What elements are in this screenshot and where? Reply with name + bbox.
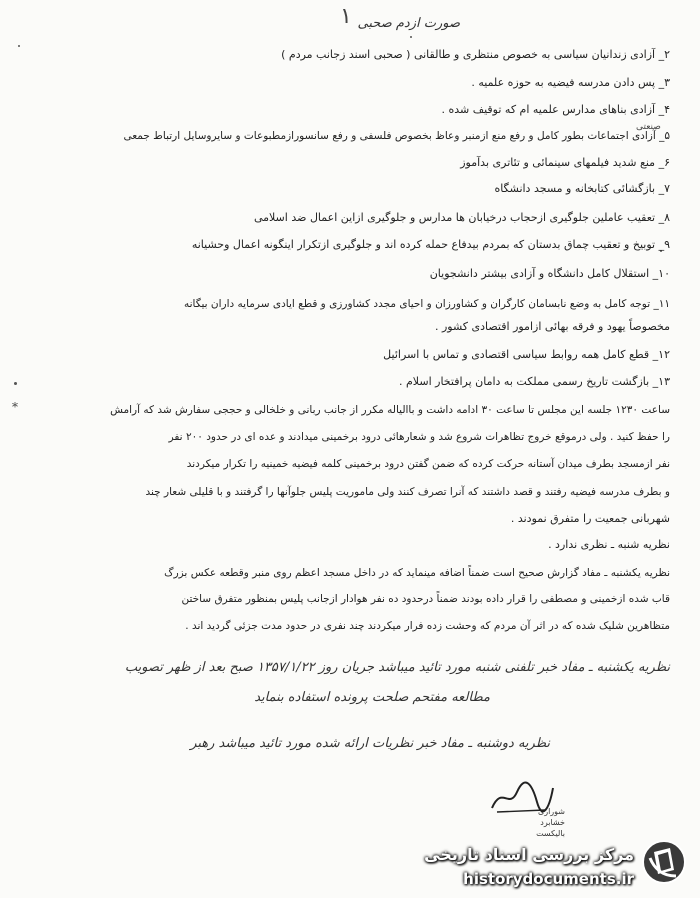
stamp-line: بالیکست — [536, 829, 565, 838]
watermark-url: historydocuments.ir — [463, 870, 634, 888]
stamp-line: شوراری — [537, 807, 565, 816]
scan-speck — [14, 382, 17, 385]
document-line: ۷_ بازگشائی کتابخانه و مسجد دانشگاه — [494, 182, 670, 195]
document-line: ۶_ منع شدید فیلمهای سینمائی و تئاتری بدآموز — [460, 156, 670, 169]
margin-note-top: صنعتی — [636, 122, 661, 132]
document-line: ۴_ آزادی بناهای مدارس علمیه ام که توقیف شده . — [441, 103, 670, 116]
document-line: ۹_ توبیخ و تعقیب چماق بدستان که بمردم بیدفاع حمله کرده اند و جلوگیری ازتکرار اینگونه اعمال وحشیانه — [191, 238, 670, 251]
scan-speck — [410, 36, 412, 38]
history-documents-logo-icon — [640, 838, 688, 886]
document-line: ساعت ۱۲۳۰ جلسه این مجلس تا ساعت ۳۰ ادامه داشت و باالیاله مکرر از جانب ربانی و خلخالی و حججی سفارش شد که آرامش — [110, 404, 670, 416]
document-line: نظریه شنبه ـ نظری ندارد . — [548, 538, 670, 551]
official-stamp — [505, 792, 565, 838]
document-line: و بطرف مدرسه فیضیه رفتند و قصد داشتند که آنرا تصرف کنند ولی ماموریت پلیس جلوآنها را گرفتند و با قلیلی شعار چند — [145, 486, 670, 498]
document-line: مخصوصاً یهود و فرقه بهائی ازامور اقتصادی کشور . — [435, 320, 670, 333]
document-line: نفر ازمسجد بطرف میدان آستانه حرکت کرده که ضمن گفتن درود برخمینی کلمه فیضیه خمینیه را تکرار میکردند — [186, 458, 670, 470]
signature-scribble — [487, 780, 557, 816]
document-line: نظریه یکشنبه ـ مفاد گزارش صحیح است ضمناً اضافه مینماید که در داخل مسجد اعظم روی منبر وقطعه عکس بزرگ — [164, 567, 670, 579]
document-line: متظاهرین شلیک شده که در اثر آن مردم که وحشت زده فرار میکردند چند نفری در حدود مدت جزئی گردید اند . — [185, 620, 670, 632]
document-line: ۱۱_ توجه کامل به وضع نابسامان کارگران و کشاورزان و احیای مجدد کشاورزی و قطع ایادی سرمایه داران بیگانه — [183, 298, 670, 310]
document-line: ۸_ تعقیب عاملین جلوگیری ازحجاب درخیابان ها مدارس و جلوگیری ازاین اعمال ضد اسلامی — [253, 211, 670, 224]
document-line: قاب شده ازخمینی و مصطفی را قرار داده بودند ضمناً درحدود ده نفر هوادار ازجانب پلیس بمنظور متفرق ساختن — [181, 593, 670, 605]
header-mark: ۱ — [340, 4, 352, 29]
document-line: ۲_ آزادی زندانیان سیاسی به خصوص منتظری و طالقانی ( صحبی اسند زجانب مردم ) — [281, 48, 670, 61]
document-line: ۱۰_ استقلال کامل دانشگاه و آزادی بیشتر دانشجویان — [429, 267, 670, 280]
scan-speck — [18, 45, 20, 47]
stamp-line: خشابرد — [540, 818, 565, 827]
document-line: ۵_ آزادی اجتماعات بطور کامل و رفع منع ازمنبر وعاظ بخصوص فلسفی و رفع سانسورازمطبوعات و سایروسایل ارتباط جمعی — [123, 130, 670, 142]
margin-mark: * — [12, 400, 18, 414]
handwritten-note: نظریه یکشنبه ـ مفاد خبر تلفنی شنبه مورد تائید میباشد جریان روز ۱۳۵۷/۱/۲۲ صبح بعد از ظهر تصویب — [124, 660, 670, 675]
watermark-title: مرکز بررسی اسناد تاریخی — [424, 845, 634, 864]
header-handwriting: صورت ازدم صحبی — [357, 16, 460, 31]
handwritten-note: نظریه دوشنبه ـ مفاد خبر نظریات ارائه شده مورد تائید میباشد رهبر — [190, 736, 550, 751]
document-line: ۱۳_ بازگشت تاریخ رسمی مملکت به دامان پرافتخار اسلام . — [399, 375, 670, 388]
document-line: را حفظ کنید . ولی درموقع خروج تظاهرات شروع شد و شعارهائی درود برخمینی میدادند و عده ای در حدود ۲۰۰ نفر — [168, 431, 670, 443]
document-line: شهربانی جمعیت را متفرق نمودند . — [510, 512, 670, 525]
document-line: ۱۲_ قطع کامل همه روابط سیاسی اقتصادی و تماس با اسرائیل — [383, 348, 670, 361]
handwritten-note: مطالعه مفتحم صلحت پرونده استفاده بنماید — [254, 690, 490, 705]
document-line: ۳_ پس دادن مدرسه فیضیه به حوزه علمیه . — [471, 76, 670, 89]
